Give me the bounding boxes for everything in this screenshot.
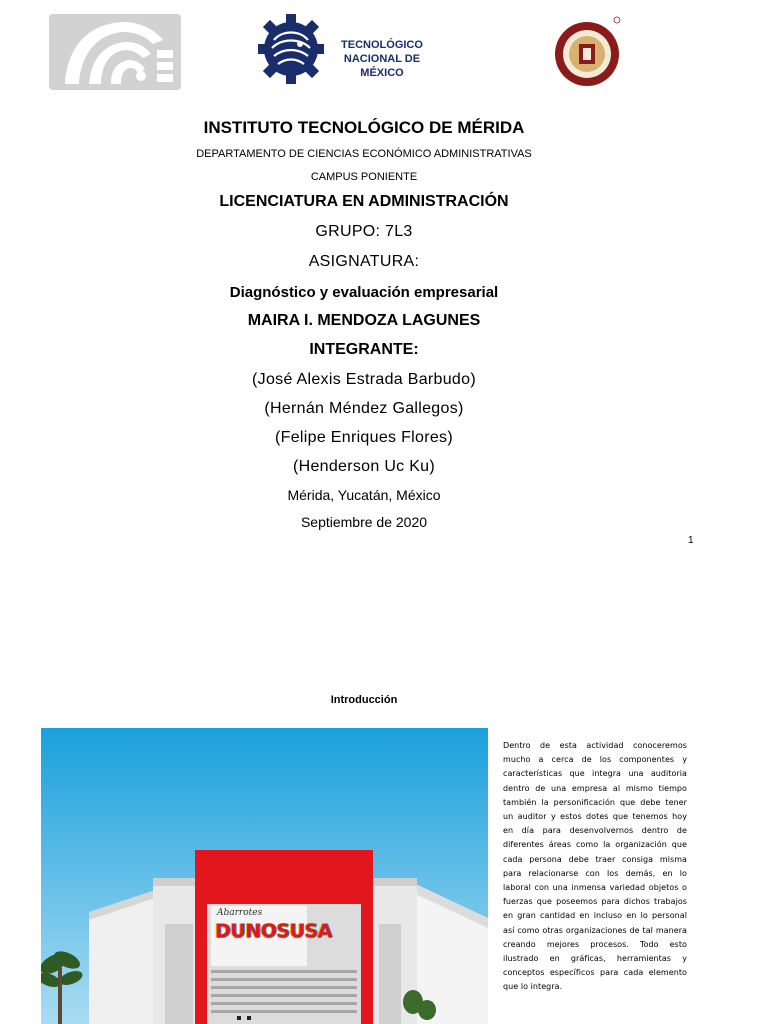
members-label: INTEGRANTE: [309, 341, 419, 358]
member-name: (Felipe Enriques Flores) [275, 429, 453, 446]
store-sign-big: DUNOSUSA [215, 920, 332, 942]
tecnm-gear-eagle-logo-icon [258, 10, 324, 88]
page-number: 1 [688, 535, 694, 546]
location: Mérida, Yucatán, México [287, 487, 441, 503]
introduction-paragraph: Dentro de esta actividad conoceremos mucho a cerca de los componentes y características que integra una auditoria dentro de una empresa al mismo tiempo también la personificación que debe tener un auditor y estos dotes que tenemos hoy en día para desenvolvernos dentro de diferentes áreas como la organización que cada persona debe traer consiga misma para relacionarse con los demás, en lo laboral con una inmensa variedad objetos o fuerzas que poseemos para dichos trabajos en gran cantidad en incluso en lo personal así como otras organizaciones de tal manera creando mejores procesos. Todo esto ilustrado en gráficas, herramientas y conceptos específicos para cada elemento que lo integra. [503, 741, 687, 992]
member-name: (Hernán Méndez Gallegos) [264, 400, 464, 417]
campus-name: CAMPUS PONIENTE [310, 171, 418, 183]
tecnm-logo-text: TECNOLÓGICO NACIONAL DE MÉXICO [341, 39, 423, 79]
introduction-title: Introducción [330, 694, 398, 706]
aztec-warrior-head-logo-icon [45, 10, 185, 94]
instituto-tecnologico-merida-seal-icon [553, 14, 623, 88]
subject-name: Diagnóstico y evaluación empresarial [229, 284, 499, 301]
date: Septiembre de 2020 [300, 514, 428, 530]
teacher-name: MAIRA I. MENDOZA LAGUNES [247, 312, 481, 329]
store-building-photo [41, 728, 488, 1024]
degree-name: LICENCIATURA EN ADMINISTRACIÓN [219, 193, 509, 210]
store-sign-small: Abarrotes [217, 908, 263, 918]
department-name: DEPARTAMENTO DE CIENCIAS ECONÓMICO ADMINISTRATIVAS [196, 148, 532, 160]
member-name: (Henderson Uc Ku) [292, 458, 436, 475]
subject-label: ASIGNATURA: [308, 253, 420, 270]
institution-name: INSTITUTO TECNOLÓGICO DE MÉRIDA [203, 118, 525, 137]
member-name: (José Alexis Estrada Barbudo) [252, 371, 476, 388]
group-label: GRUPO: 7L3 [315, 223, 413, 240]
